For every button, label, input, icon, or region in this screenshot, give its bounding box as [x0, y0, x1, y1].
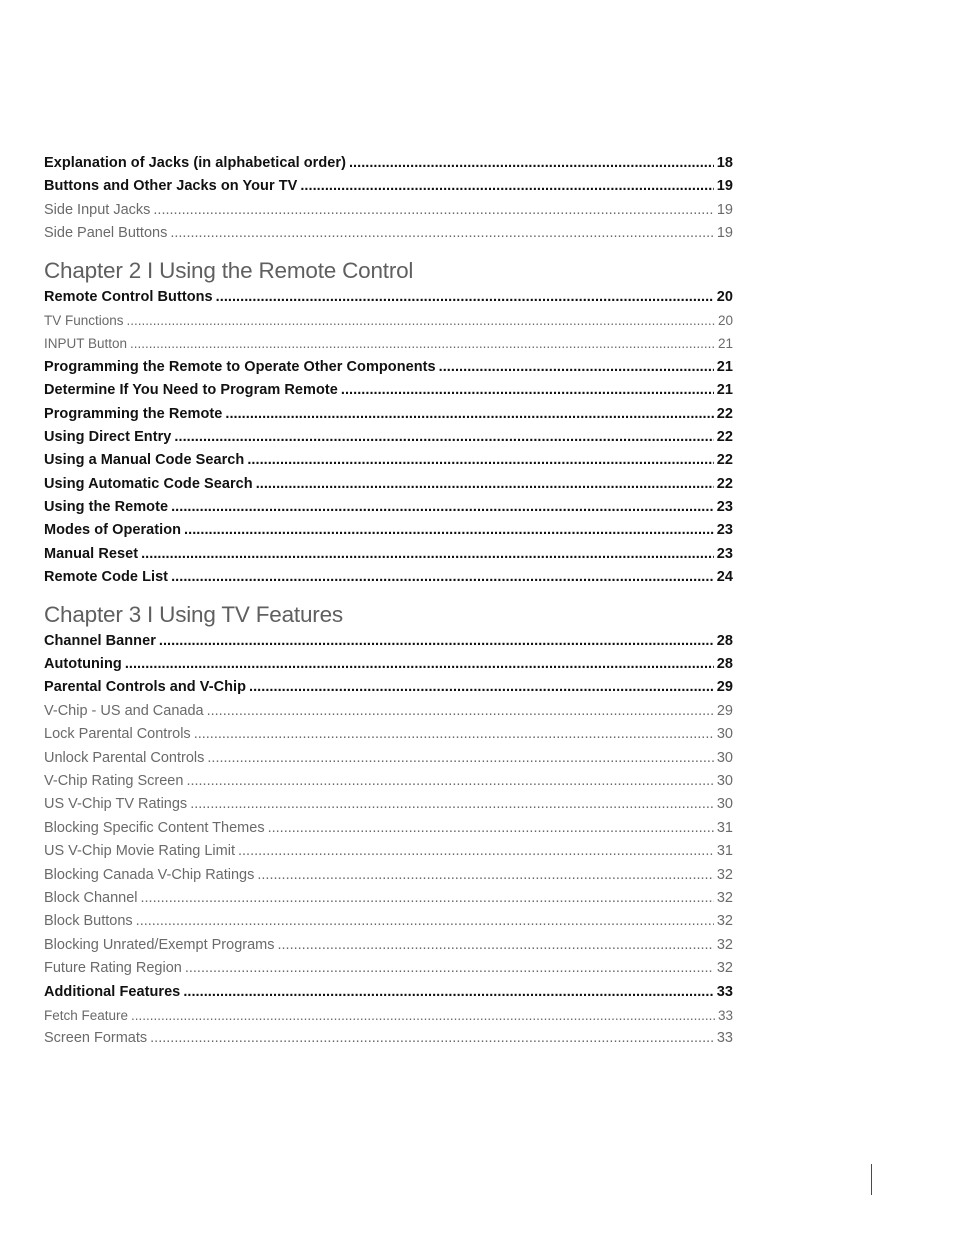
toc-entry-title: Using the Remote [44, 499, 169, 516]
toc-dot-leader [171, 496, 714, 519]
toc-entry-page-number: 24 [716, 569, 733, 586]
chapter-2-heading: Chapter 2 I Using the Remote Control [44, 257, 414, 283]
toc-entry[interactable] [44, 934, 733, 957]
toc-dot-leader [174, 426, 713, 449]
toc-dot-leader [300, 175, 713, 198]
toc-entry-page-number: 30 [716, 796, 733, 813]
toc-entry[interactable] [44, 473, 733, 496]
toc-dot-leader [186, 770, 713, 793]
toc-entry-title: Buttons and Other Jacks on Your TV [44, 178, 298, 195]
toc-entry-page-number: 28 [716, 632, 733, 649]
toc-dot-leader [170, 222, 714, 245]
toc-dot-leader [256, 473, 714, 496]
toc-entry[interactable] [44, 152, 733, 175]
page-edge-rule [871, 1164, 872, 1195]
toc-entry-page-number: 22 [716, 405, 733, 422]
toc-entry-title: INPUT Button [44, 336, 128, 352]
toc-entry[interactable] [44, 864, 733, 887]
toc-entry-page-number: 19 [716, 178, 733, 195]
toc-entry-title: US V-Chip Movie Rating Limit [44, 843, 235, 860]
toc-entry[interactable] [44, 286, 733, 309]
toc-dot-leader [131, 1004, 715, 1027]
toc-entry[interactable] [44, 309, 733, 332]
toc-dot-leader [278, 934, 714, 957]
toc-entry[interactable] [44, 747, 733, 770]
toc-dot-leader [125, 653, 714, 676]
toc-dot-leader [268, 817, 714, 840]
toc-entry-title: Future Rating Region [44, 960, 182, 977]
toc-entry-title: Autotuning [44, 656, 122, 673]
toc-dot-leader [349, 152, 714, 175]
chapter-3-heading: Chapter 3 I Using TV Features [44, 601, 343, 627]
toc-entry-page-number: 23 [716, 522, 733, 539]
toc-entry-page-number: 33 [716, 983, 733, 1000]
toc-section-tv-features [44, 630, 733, 1051]
toc-entry[interactable] [44, 222, 733, 245]
toc-entry-title: Using Direct Entry [44, 428, 172, 445]
toc-dot-leader [439, 356, 714, 379]
toc-entry-title: V-Chip - US and Canada [44, 702, 204, 719]
toc-entry[interactable] [44, 1004, 733, 1027]
toc-entry[interactable] [44, 817, 733, 840]
table-of-contents [44, 152, 733, 1051]
toc-entry[interactable] [44, 356, 733, 379]
toc-entry-title: Using Automatic Code Search [44, 475, 253, 492]
toc-entry-title: Programming the Remote [44, 405, 223, 422]
toc-dot-leader [183, 981, 713, 1004]
toc-entry[interactable] [44, 910, 733, 933]
toc-entry-page-number: 31 [716, 819, 733, 836]
toc-dot-leader [130, 332, 715, 355]
toc-dot-leader [207, 700, 714, 723]
toc-entry[interactable] [44, 199, 733, 222]
toc-entry-title: Screen Formats [44, 1030, 148, 1047]
toc-dot-leader [207, 747, 713, 770]
toc-dot-leader [225, 403, 713, 426]
toc-entry[interactable] [44, 630, 733, 653]
toc-entry-page-number: 19 [716, 225, 733, 242]
toc-entry-page-number: 23 [716, 499, 733, 516]
toc-entry[interactable] [44, 449, 733, 472]
toc-entry[interactable] [44, 770, 733, 793]
toc-dot-leader [249, 676, 714, 699]
toc-entry-page-number: 21 [717, 336, 733, 352]
toc-entry-title: Unlock Parental Controls [44, 749, 205, 766]
toc-dot-leader [141, 887, 714, 910]
toc-entry[interactable] [44, 175, 733, 198]
toc-entry-page-number: 29 [716, 679, 733, 696]
toc-entry-page-number: 32 [716, 866, 733, 883]
toc-entry-title: Block Buttons [44, 913, 133, 930]
toc-entry-page-number: 29 [716, 702, 733, 719]
toc-entry[interactable] [44, 840, 733, 863]
toc-dot-leader [190, 793, 714, 816]
toc-entry[interactable] [44, 426, 733, 449]
toc-dot-leader [216, 286, 714, 309]
toc-entry[interactable] [44, 981, 733, 1004]
toc-entry-title: Lock Parental Controls [44, 726, 191, 743]
toc-dot-leader [171, 566, 714, 589]
toc-entry-page-number: 31 [716, 843, 733, 860]
toc-entry-page-number: 22 [716, 452, 733, 469]
toc-entry-title: Using a Manual Code Search [44, 452, 245, 469]
toc-dot-leader [341, 379, 714, 402]
toc-entry-page-number: 21 [716, 358, 733, 375]
toc-entry-title: Remote Code List [44, 569, 169, 586]
toc-entry-title: Explanation of Jacks (in alphabetical order) [44, 155, 346, 171]
toc-entry-page-number: 32 [716, 936, 733, 953]
toc-entry[interactable] [44, 519, 733, 542]
toc-entry[interactable] [44, 332, 733, 355]
toc-entry-title: Parental Controls and V-Chip [44, 679, 247, 696]
toc-entry[interactable] [44, 676, 733, 699]
toc-entry-page-number: 32 [716, 889, 733, 906]
toc-entry[interactable] [44, 887, 733, 910]
toc-dot-leader [153, 199, 713, 222]
toc-dot-leader [159, 630, 714, 653]
toc-entry-page-number: 33 [717, 1007, 733, 1023]
toc-entry-title: Modes of Operation [44, 522, 182, 539]
toc-entry[interactable] [44, 1027, 733, 1050]
toc-entry[interactable] [44, 496, 733, 519]
toc-entry[interactable] [44, 566, 733, 589]
toc-entry-page-number: 32 [716, 913, 733, 930]
toc-entry-page-number: 30 [716, 726, 733, 743]
toc-dot-leader [194, 723, 714, 746]
toc-entry-page-number: 18 [716, 155, 733, 171]
toc-dot-leader [185, 957, 714, 980]
toc-entry-page-number: 19 [716, 201, 733, 218]
toc-dot-leader [136, 910, 714, 933]
toc-entry[interactable] [44, 653, 733, 676]
toc-dot-leader [127, 309, 715, 332]
toc-entry-title: Programming the Remote to Operate Other Components [44, 358, 436, 375]
toc-entry-page-number: 20 [716, 288, 733, 305]
toc-entry-page-number: 30 [716, 749, 733, 766]
toc-entry-title: Channel Banner [44, 632, 156, 649]
toc-dot-leader [257, 864, 713, 887]
toc-entry[interactable] [44, 957, 733, 980]
toc-dot-leader [141, 543, 714, 566]
toc-entry[interactable] [44, 379, 733, 402]
toc-entry-page-number: 30 [716, 772, 733, 789]
toc-entry-page-number: 23 [716, 545, 733, 562]
toc-entry-page-number: 33 [716, 1030, 733, 1047]
toc-entry-title: Side Panel Buttons [44, 225, 168, 242]
toc-entry-title: Blocking Unrated/Exempt Programs [44, 936, 275, 953]
toc-entry-title: Blocking Canada V-Chip Ratings [44, 866, 255, 883]
toc-dot-leader [150, 1027, 714, 1050]
toc-entry-title: Side Input Jacks [44, 201, 151, 218]
toc-entry-title: Blocking Specific Content Themes [44, 819, 265, 836]
toc-dot-leader [247, 449, 713, 472]
toc-entry-page-number: 28 [716, 656, 733, 673]
toc-entry[interactable] [44, 543, 733, 566]
toc-entry-page-number: 21 [716, 382, 733, 399]
toc-entry-page-number: 22 [716, 475, 733, 492]
toc-entry-title: Fetch Feature [44, 1007, 129, 1023]
toc-entry-page-number: 22 [716, 428, 733, 445]
toc-entry[interactable] [44, 700, 733, 723]
toc-entry-title: Additional Features [44, 983, 181, 1000]
toc-section-remote-control [44, 286, 733, 590]
toc-entry-title: TV Functions [44, 312, 124, 328]
toc-entry-page-number: 20 [717, 312, 733, 328]
toc-entry-title: Block Channel [44, 889, 138, 906]
toc-entry-title: Manual Reset [44, 545, 139, 562]
toc-entry[interactable] [44, 793, 733, 816]
toc-section-jacks [44, 152, 733, 246]
toc-entry-title: US V-Chip TV Ratings [44, 796, 188, 813]
toc-entry-title: Remote Control Buttons [44, 288, 213, 305]
toc-entry[interactable] [44, 723, 733, 746]
toc-entry-title: Determine If You Need to Program Remote [44, 382, 338, 399]
toc-entry[interactable] [44, 403, 733, 426]
toc-dot-leader [238, 840, 714, 863]
toc-dot-leader [184, 519, 714, 542]
toc-entry-page-number: 32 [716, 960, 733, 977]
toc-entry-title: V-Chip Rating Screen [44, 772, 184, 789]
